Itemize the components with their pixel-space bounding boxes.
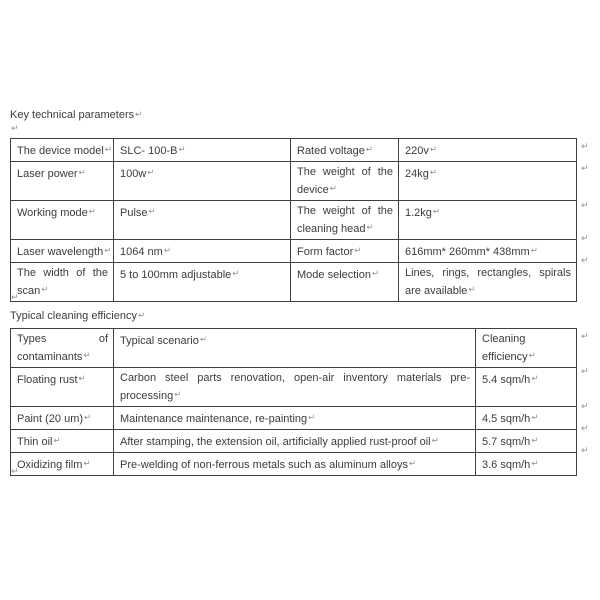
- table-row: [11, 263, 577, 302]
- cleaning-efficiency-table-container: [10, 328, 589, 476]
- cell-end-mark-icon: ↵: [147, 167, 155, 177]
- header-cell: Cleaning efficiency↵: [476, 329, 577, 368]
- table-header-row: [11, 329, 577, 368]
- paragraph-mark-icon: ↵: [11, 466, 19, 476]
- table-cell: 616mm* 260mm* 438mm↵: [399, 240, 577, 263]
- row-end-mark-icon: ↵: [581, 233, 589, 243]
- row-end-mark-icon: ↵: [581, 163, 589, 173]
- table-cell: 220v↵: [399, 139, 577, 162]
- table-cell: The weight of the device↵: [291, 162, 399, 201]
- cell-end-mark-icon: ↵: [366, 222, 374, 232]
- cleaning-efficiency-table: [10, 328, 577, 476]
- table-row: [11, 407, 577, 430]
- cell-end-mark-icon: ↵: [163, 245, 171, 255]
- table-cell: Laser wavelength↵: [11, 240, 114, 263]
- header-cell: Typical scenario↵: [114, 329, 476, 368]
- key-parameters-table: [10, 138, 577, 302]
- table-cell: 5.7 sqm/h↵: [476, 430, 577, 453]
- table-cell: The device model↵: [11, 139, 114, 162]
- cell-end-mark-icon: ↵: [88, 206, 96, 216]
- table-cell: Carbon steel parts renovation, open-air inventory materials pre-processing↵: [114, 368, 476, 407]
- table-cell: Floating rust↵: [11, 368, 114, 407]
- paragraph-mark-icon: ↵: [11, 292, 19, 302]
- table-row: [11, 430, 577, 453]
- table-cell: 4.5 sqm/h↵: [476, 407, 577, 430]
- cell-end-mark-icon: ↵: [53, 435, 61, 445]
- row-end-mark-icon: ↵: [581, 331, 589, 341]
- cell-end-mark-icon: ↵: [530, 245, 538, 255]
- cell-end-mark-icon: ↵: [468, 284, 476, 294]
- cell-end-mark-icon: ↵: [308, 412, 316, 422]
- table-cell: 5 to 100mm adjustable↵: [114, 263, 291, 302]
- table-cell: The weight of the cleaning head↵: [291, 201, 399, 240]
- table-cell: Paint (20 um)↵: [11, 407, 114, 430]
- table-row: [11, 139, 577, 162]
- cell-end-mark-icon: ↵: [372, 268, 380, 278]
- table-cell: Laser power↵: [11, 162, 114, 201]
- cell-end-mark-icon: ↵: [174, 389, 182, 399]
- cell-end-mark-icon: ↵: [531, 373, 539, 383]
- row-end-mark-icon: ↵: [581, 141, 589, 151]
- cell-end-mark-icon: ↵: [41, 284, 49, 294]
- row-end-mark-icon: ↵: [581, 200, 589, 210]
- table-row: [11, 162, 577, 201]
- cell-end-mark-icon: ↵: [83, 350, 91, 360]
- table-row: [11, 201, 577, 240]
- table-cell: 3.6 sqm/h↵: [476, 453, 577, 476]
- row-end-mark-icon: ↵: [581, 423, 589, 433]
- cell-end-mark-icon: ↵: [104, 144, 112, 154]
- cell-end-mark-icon: ↵: [354, 245, 362, 255]
- cell-end-mark-icon: ↵: [84, 412, 92, 422]
- section-heading-cleaning-efficiency: [10, 308, 146, 323]
- table-row: [11, 453, 577, 476]
- paragraph-mark-icon: ↵: [11, 123, 19, 133]
- cell-end-mark-icon: ↵: [528, 350, 536, 360]
- row-end-mark-icon: ↵: [581, 445, 589, 455]
- table-cell: Pulse↵: [114, 201, 291, 240]
- cell-end-mark-icon: ↵: [531, 435, 539, 445]
- cell-end-mark-icon: ↵: [531, 412, 539, 422]
- cell-end-mark-icon: ↵: [178, 144, 186, 154]
- cell-end-mark-icon: ↵: [431, 435, 439, 445]
- table-row: [11, 240, 577, 263]
- cell-end-mark-icon: ↵: [83, 458, 91, 468]
- table-cell: Working mode↵: [11, 201, 114, 240]
- heading-text: Key technical parameters: [10, 109, 135, 121]
- paragraph-mark-icon: ↵: [137, 310, 146, 320]
- heading-text: Typical cleaning efficiency: [10, 310, 137, 322]
- table-cell: Rated voltage↵: [291, 139, 399, 162]
- table-cell: 1064 nm↵: [114, 240, 291, 263]
- cell-end-mark-icon: ↵: [365, 144, 374, 154]
- cell-end-mark-icon: ↵: [232, 268, 240, 278]
- table-cell: Lines, rings, rectangles, spirals are available↵: [399, 263, 577, 302]
- cell-end-mark-icon: ↵: [408, 458, 417, 468]
- cell-end-mark-icon: ↵: [104, 245, 112, 255]
- row-end-mark-icon: ↵: [581, 366, 589, 376]
- table-row: [11, 368, 577, 407]
- cell-end-mark-icon: ↵: [148, 206, 156, 216]
- table-cell: Thin oil↵: [11, 430, 114, 453]
- table-cell: Pre-welding of non-ferrous metals such as aluminum alloys↵: [114, 453, 476, 476]
- header-cell: Types of contaminants↵: [11, 329, 114, 368]
- table-cell: The width of the scan↵: [11, 263, 114, 302]
- table-cell: Maintenance maintenance, re-painting↵: [114, 407, 476, 430]
- key-parameters-table-container: [10, 138, 589, 302]
- cell-end-mark-icon: ↵: [432, 206, 441, 216]
- table-cell: 5.4 sqm/h↵: [476, 368, 577, 407]
- cell-end-mark-icon: ↵: [429, 167, 437, 177]
- table-cell: 100w↵: [114, 162, 291, 201]
- table-cell: 24kg↵: [399, 162, 577, 201]
- cell-end-mark-icon: ↵: [531, 458, 539, 468]
- table-cell: 1.2kg↵: [399, 201, 577, 240]
- table-cell: Mode selection↵: [291, 263, 399, 302]
- row-end-mark-icon: ↵: [581, 401, 589, 411]
- table-cell: SLC- 100-B↵: [114, 139, 291, 162]
- paragraph-mark-icon: ↵: [135, 109, 143, 119]
- cell-end-mark-icon: ↵: [329, 183, 337, 193]
- table-cell: After stamping, the extension oil, artificially applied rust-proof oil↵: [114, 430, 476, 453]
- row-end-mark-icon: ↵: [581, 255, 589, 265]
- cell-end-mark-icon: ↵: [78, 373, 86, 383]
- section-heading-key-parameters: [10, 107, 143, 122]
- table-cell: Form factor↵: [291, 240, 399, 263]
- cell-end-mark-icon: ↵: [429, 144, 437, 154]
- cell-end-mark-icon: ↵: [199, 334, 207, 344]
- cell-end-mark-icon: ↵: [78, 167, 86, 177]
- table-cell: Oxidizing film↵: [11, 453, 114, 476]
